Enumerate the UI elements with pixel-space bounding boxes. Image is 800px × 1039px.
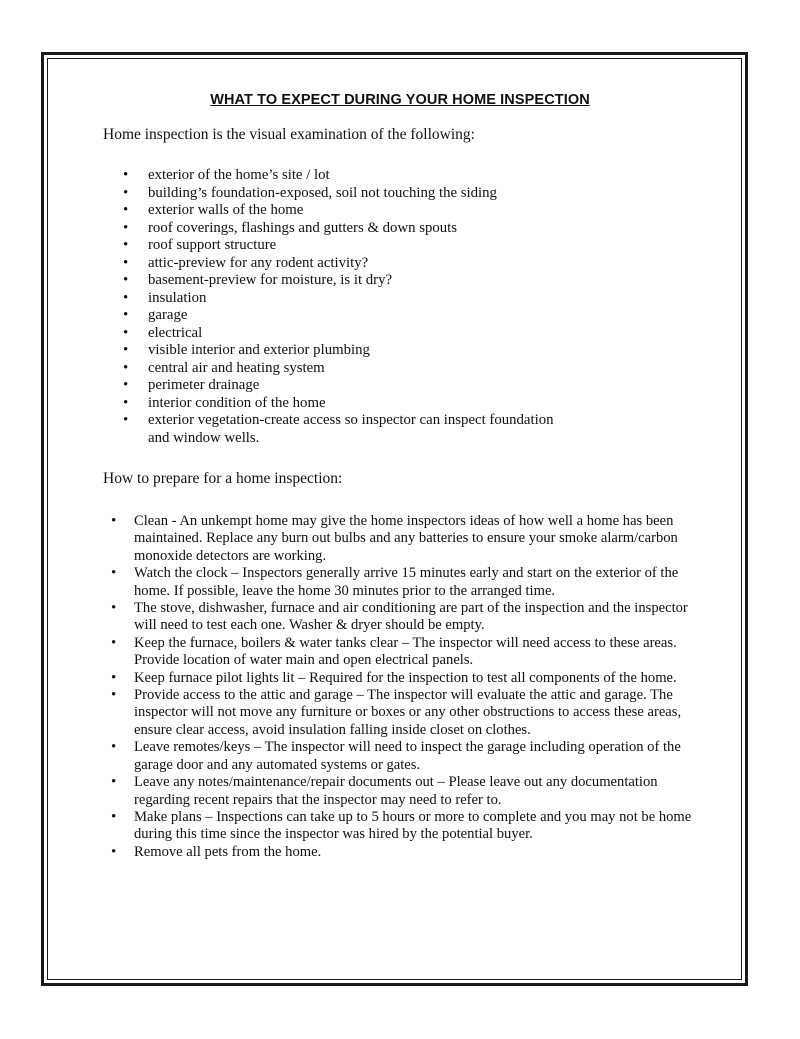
list-item: • central air and heating system <box>120 360 568 378</box>
list-item: • garage <box>120 307 568 325</box>
list-item: • interior condition of the home <box>120 395 568 413</box>
list-item: • basement-preview for moisture, is it dry? <box>120 272 568 290</box>
page-title: WHAT TO EXPECT DURING YOUR HOME INSPECTION <box>210 92 590 108</box>
list-item: • Keep furnace pilot lights lit – Required for the inspection to test all components of the home. <box>108 670 714 687</box>
list-item: • Provide access to the attic and garage – The inspector will evaluate the attic and garage. The inspector will not move any furniture or boxes or any other obstructions to access these areas, ensure clear access, avoid insulation falling inside closet on clothes. <box>108 687 714 739</box>
list-item: • Leave any notes/maintenance/repair documents out – Please leave out any documentation regarding recent repairs that the inspector may need to refer to. <box>108 774 714 809</box>
list-item: • Watch the clock – Inspectors generally arrive 15 minutes early and start on the exterior of the home. If possible, leave the home 30 minutes prior to the arranged time. <box>108 565 714 600</box>
intro-text: Home inspection is the visual examination of the following: <box>103 126 475 143</box>
list-item: • exterior vegetation-create access so inspector can inspect foundation and window wells. <box>120 412 568 447</box>
list-item: • Make plans – Inspections can take up to 5 hours or more to complete and you may not be home during this time since the inspector was hired by the potential buyer. <box>108 809 714 844</box>
list-item: • exterior walls of the home <box>120 202 568 220</box>
list-item: • Remove all pets from the home. <box>108 844 714 861</box>
list-item: • roof coverings, flashings and gutters & down spouts <box>120 220 568 238</box>
list-item: • electrical <box>120 325 568 343</box>
list-item: • Keep the furnace, boilers & water tanks clear – The inspector will need access to these areas. Provide location of water main and open electrical panels. <box>108 635 714 670</box>
list-item: • attic-preview for any rodent activity? <box>120 255 568 273</box>
prepare-heading: How to prepare for a home inspection: <box>103 470 343 487</box>
list-item: • exterior of the home’s site / lot <box>120 167 568 185</box>
list-item: • building’s foundation-exposed, soil not touching the siding <box>120 185 568 203</box>
list-item: • insulation <box>120 290 568 308</box>
list-item: • Leave remotes/keys – The inspector will need to inspect the garage including operation of the garage door and any automated systems or gates. <box>108 739 714 774</box>
list-item: • The stove, dishwasher, furnace and air conditioning are part of the inspection and the inspector will need to test each one. Washer & dryer should be empty. <box>108 600 714 635</box>
examination-list <box>120 167 568 447</box>
list-item: • perimeter drainage <box>120 377 568 395</box>
list-item: • Clean - An unkempt home may give the home inspectors ideas of how well a home has been maintained. Replace any burn out bulbs and any batteries to ensure your smoke alarm/carbon monoxide detectors are working. <box>108 513 714 565</box>
list-item: • roof support structure <box>120 237 568 255</box>
list-item: • visible interior and exterior plumbing <box>120 342 568 360</box>
prepare-list <box>108 513 714 861</box>
